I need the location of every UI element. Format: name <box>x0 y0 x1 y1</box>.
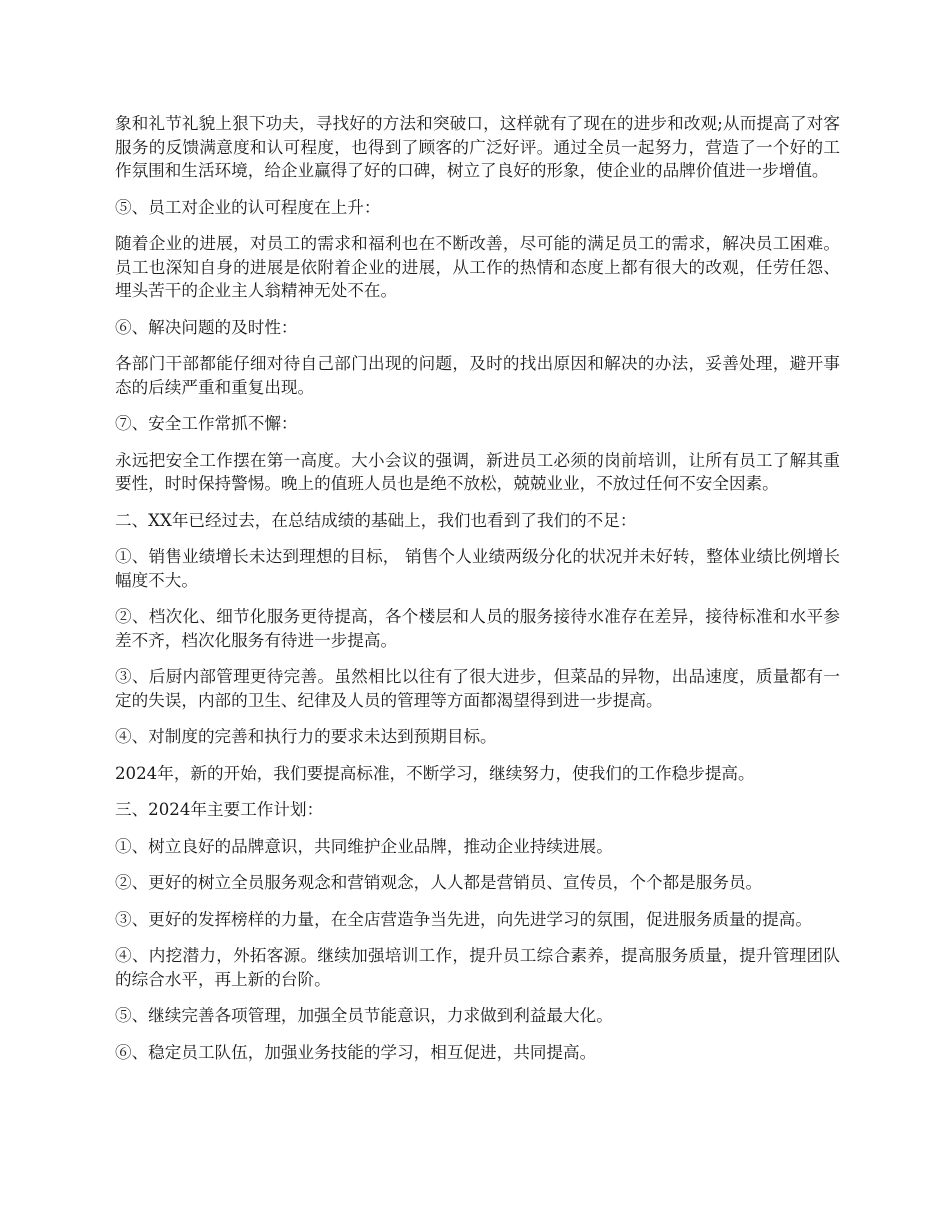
list-item: ③、后厨内部管理更待完善。虽然相比以往有了很大进步，但菜品的异物，出品速度，质量都有一定的失误，内部的卫生、纪律及人员的管理等方面都渴望得到进一步提高。 <box>115 667 840 710</box>
section-heading: 二、XX年已经过去，在总结成绩的基础上，我们也看到了我们的不足： <box>115 510 637 530</box>
paragraph: 各部门干部都能仔细对待自己部门出现的问题，及时的找出原因和解决的办法，妥善处理，避开事态的后续严重和重复出现。 <box>115 354 840 397</box>
list-item: ①、销售业绩增长未达到理想的目标， 销售个人业绩两级分化的状况并未好转，整体业绩比例增长幅度不大。 <box>115 547 840 590</box>
list-item: ②、档次化、细节化服务更待提高，各个楼层和人员的服务接待水准存在差异，接待标准和水平参差不齐，档次化服务有待进一步提高。 <box>115 607 840 650</box>
list-item: ①、树立良好的品牌意识，共同维护企业品牌，推动企业持续进展。 <box>115 836 613 856</box>
paragraph: 象和礼节礼貌上狠下功夫，寻找好的方法和突破口，这样就有了现在的进步和改观;从而提高了对客服务的反馈满意度和认可程度，也得到了顾客的广泛好评。通过全员一起努力，营造了一个好的工作氛围和生活环境，给企业赢得了好的口碑，树立了良好的形象，使企业的品牌价值进一步增值。 <box>115 114 840 180</box>
list-item: ③、更好的发挥榜样的力量，在全店营造争当先进，向先进学习的氛围，促进服务质量的提高。 <box>115 909 812 929</box>
section-heading: ⑥、解决问题的及时性： <box>115 317 298 337</box>
list-item: ⑤、继续完善各项管理，加强全员节能意识，力求做到利益最大化。 <box>115 1006 613 1025</box>
list-item: ②、更好的树立全员服务观念和营销观念，人人都是营销员、宣传员，个个都是服务员。 <box>115 873 763 892</box>
list-item: ④、内挖潜力，外拓客源。继续加强培训工作，提升员工综合素养，提高服务质量，提升管理团队的综合水平，再上新的台阶。 <box>115 946 840 989</box>
list-item: ⑥、稳定员工队伍，加强业务技能的学习，相互促进，共同提高。 <box>115 1042 597 1062</box>
section-heading: ⑦、安全工作常抓不懈： <box>115 414 298 433</box>
section-heading: ⑤、员工对企业的认可程度在上升： <box>115 197 381 217</box>
paragraph: 2024年，新的开始，我们要提高标准，不断学习，继续努力，使我们的工作稳步提高。 <box>115 763 755 783</box>
document-page <box>115 112 840 1077</box>
paragraph: 永远把安全工作摆在第一高度。大小会议的强调，新进员工必须的岗前培训，让所有员工了解其重要性，时时保持警惕。晚上的值班人员也是绝不放松，兢兢业业，不放过任何不安全因素。 <box>115 450 840 493</box>
paragraph: 随着企业的进展，对员工的需求和福利也在不断改善，尽可能的满足员工的需求，解决员工困难。员工也深知自身的进展是依附着企业的进展，从工作的热情和态度上都有很大的改观，任劳任怨、埋头苦干的企业主人翁精神无处不在。 <box>115 234 840 300</box>
section-heading: 三、2024年主要工作计划： <box>115 800 324 819</box>
list-item: ④、对制度的完善和执行力的要求未达到预期目标。 <box>115 727 497 746</box>
